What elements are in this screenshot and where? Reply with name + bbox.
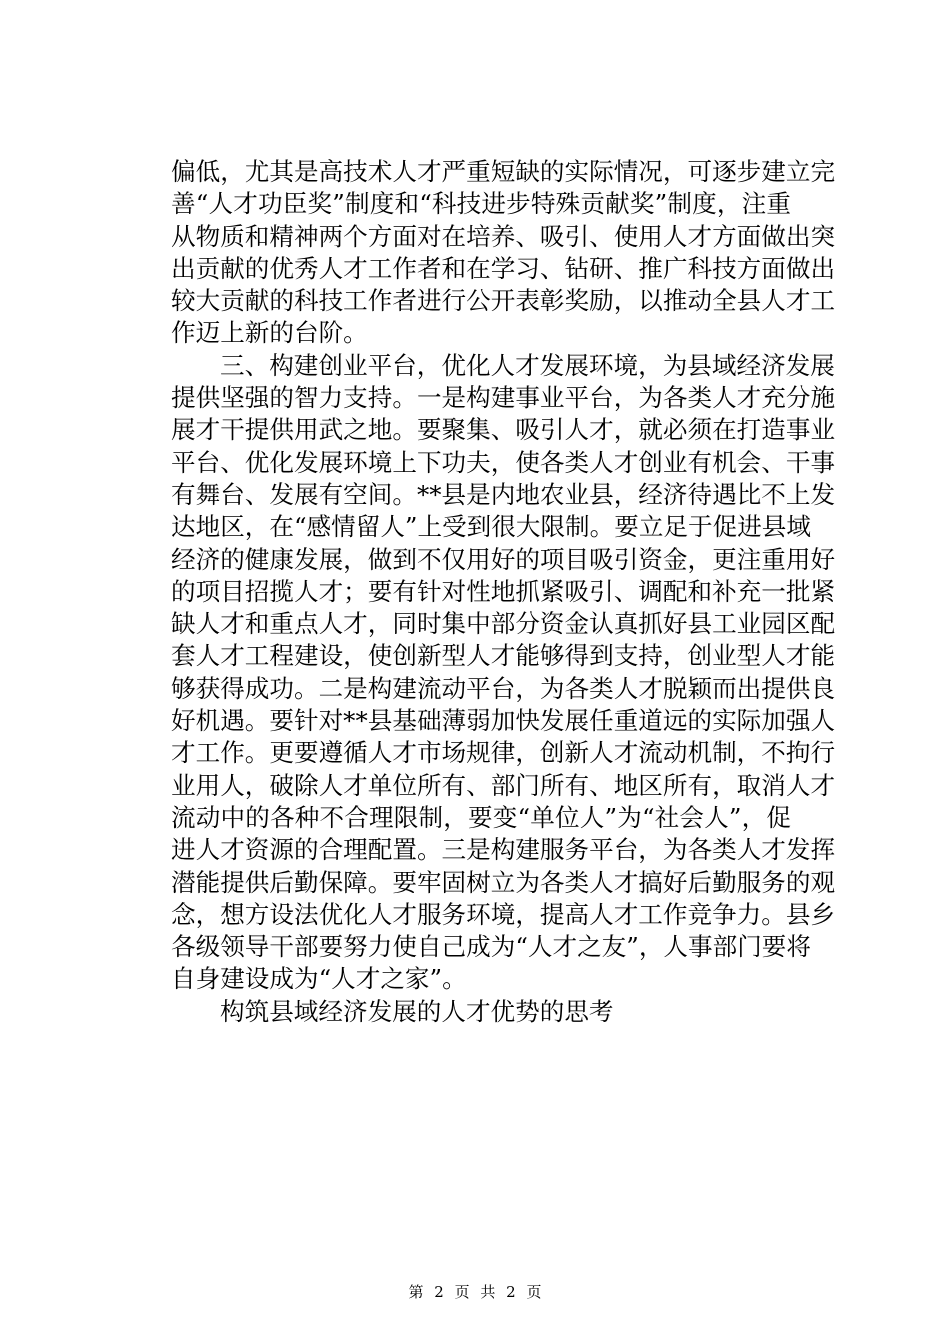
text-line: 念，想方设法优化人才服务环境，提高人才工作竞争力。县乡 <box>171 899 836 929</box>
text-line: 好机遇。要针对**县基础薄弱加快发展任重道远的实际加强人 <box>171 706 836 736</box>
text-line: 缺人才和重点人才，同时集中部分资金认真抓好县工业园区配 <box>171 609 836 639</box>
text-line: 自身建设成为“人才之家”。 <box>171 964 467 994</box>
document-body <box>171 156 836 1028</box>
text-line: 平台、优化发展环境上下功夫，使各类人才创业有机会、干事 <box>171 447 836 477</box>
text-line: 的项目招揽人才；要有针对性地抓紧吸引、调配和补充一批紧 <box>171 576 836 606</box>
text-line: 够获得成功。二是构建流动平台，为各类人才脱颖而出提供良 <box>171 673 836 703</box>
text-line: 各级领导干部要努力使自己成为“人才之友”，人事部门要将 <box>171 932 811 962</box>
text-line: 潜能提供后勤保障。要牢固树立为各类人才搞好后勤服务的观 <box>171 867 836 897</box>
text-line: 从物质和精神两个方面对在培养、吸引、使用人才方面做出突 <box>171 221 836 251</box>
text-line: 较大贡献的科技工作者进行公开表彰奖励，以推动全县人才工 <box>171 286 836 316</box>
text-line: 作迈上新的台阶。 <box>171 318 368 348</box>
text-line: 套人才工程建设，使创新型人才能够得到支持，创业型人才能 <box>171 641 836 671</box>
page-number-footer: 第 2 页 共 2 页 <box>408 1283 542 1301</box>
text-line: 有舞台、发展有空间。**县是内地农业县，经济待遇比不上发 <box>171 479 836 509</box>
text-line: 业用人，破除人才单位所有、部门所有、地区所有，取消人才 <box>171 770 836 800</box>
text-line: 才工作。更要遵循人才市场规律，创新人才流动机制，不拘行 <box>171 738 836 768</box>
section-heading-line: 三、构建创业平台，优化人才发展环境，为县域经济发展 <box>220 350 835 380</box>
text-line: 进人才资源的合理配置。三是构建服务平台，为各类人才发挥 <box>171 835 836 865</box>
text-line: 达地区，在“感情留人”上受到很大限制。要立足于促进县域 <box>171 512 811 542</box>
text-line: 善“人才功臣奖”制度和“科技进步特殊贡献奖”制度，注重 <box>171 189 791 219</box>
text-line: 提供坚强的智力支持。一是构建事业平台，为各类人才充分施 <box>171 383 836 413</box>
document-title-line: 构筑县域经济发展的人才优势的思考 <box>220 996 614 1026</box>
text-line: 偏低，尤其是高技术人才严重短缺的实际情况，可逐步建立完 <box>171 157 836 186</box>
text-line: 经济的健康发展，做到不仅用好的项目吸引资金，更注重用好 <box>171 544 836 574</box>
text-line: 出贡献的优秀人才工作者和在学习、钻研、推广科技方面做出 <box>171 253 836 283</box>
text-line: 展才干提供用武之地。要聚集、吸引人才，就必须在打造事业 <box>171 415 836 445</box>
text-line: 流动中的各种不合理限制，要变“单位人”为“社会人”，促 <box>171 802 791 832</box>
